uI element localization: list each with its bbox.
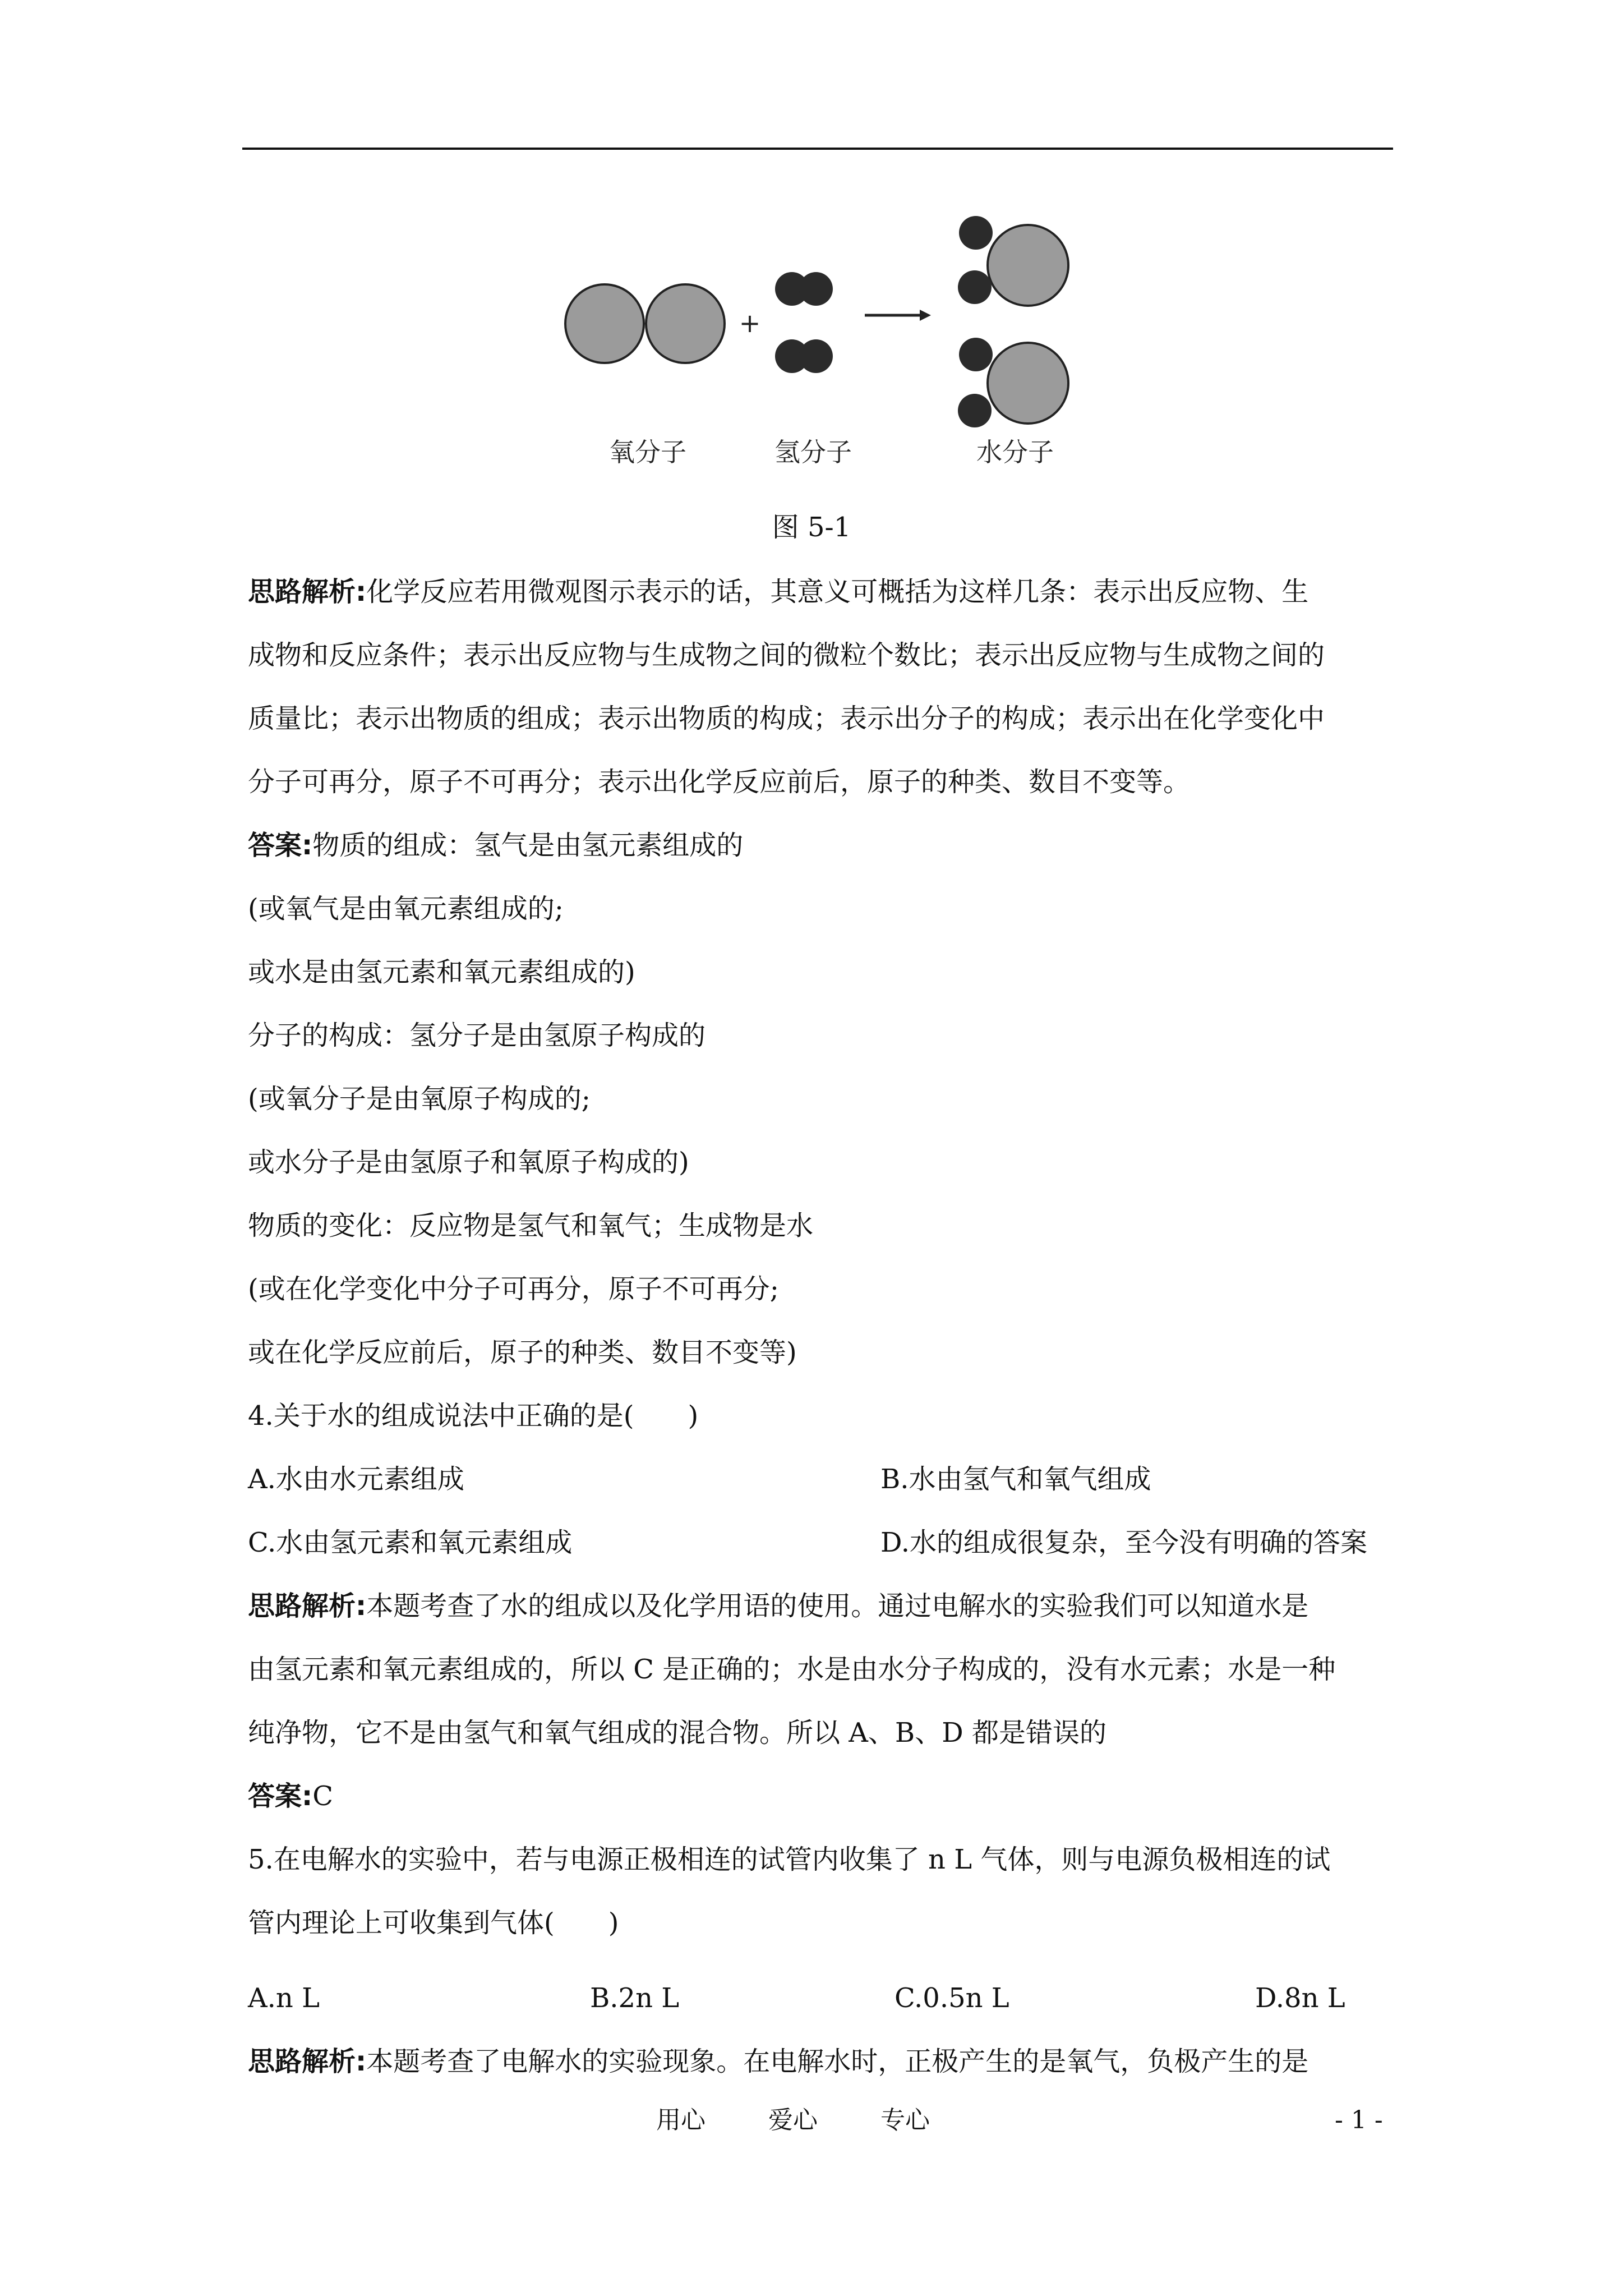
- footer-motto-1: 用心: [656, 2106, 706, 2134]
- hydrogen-atom: [959, 338, 993, 371]
- analysis-label: 思路解析:: [248, 1590, 367, 1622]
- q4-answer-line: [248, 1777, 333, 1816]
- oxygen-atom: [988, 225, 1068, 306]
- q3-analysis-line: 成物和反应条件；表示出反应物与生成物之间的微粒个数比；表示出反应物与生成物之间的: [248, 639, 1325, 671]
- q3-answer-line: (或在化学变化中分子可再分，原子不可再分;: [248, 1273, 779, 1305]
- hydrogen-atom: [958, 394, 992, 427]
- hydrogen-atom: [799, 339, 833, 373]
- oxygen-atom: [565, 284, 644, 363]
- q3-analysis-line: [248, 572, 1308, 611]
- reaction-diagram: [538, 202, 1099, 494]
- reaction-arrow: [865, 310, 931, 321]
- header-rule: [242, 148, 1393, 150]
- q3-answer-line: 或水分子是由氢原子和氧原子构成的): [248, 1147, 689, 1178]
- q5-option-c: C.0.5n L: [895, 1982, 1009, 2014]
- reaction-diagram-svg: [538, 202, 1099, 494]
- q5-option-b: B.2n L: [590, 1982, 680, 2014]
- analysis-label: 思路解析:: [248, 2046, 367, 2077]
- q5-option-a: A.n L: [248, 1982, 320, 2014]
- footer-motto-3: 专心: [880, 2106, 930, 2134]
- q3-answer-line: 或水是由氢元素和氧元素组成的): [248, 956, 635, 988]
- oxygen-atom: [646, 284, 725, 363]
- answer-text: C: [312, 1780, 333, 1812]
- water-molecule: [958, 338, 1068, 427]
- q4-analysis-line: 纯净物，它不是由氢气和氧气组成的混合物。所以 A、B、D 都是错误的: [248, 1717, 1106, 1749]
- q4-option-c: C.水由氢元素和氧元素组成: [248, 1527, 573, 1558]
- analysis-text: 化学反应若用微观图示表示的话，其意义可概括为这样几条：表示出反应物、生: [366, 576, 1309, 608]
- q4-stem: 4.关于水的组成说法中正确的是( ): [248, 1400, 699, 1432]
- q5-analysis-line: [248, 2042, 1308, 2081]
- analysis-text: 本题考查了水的组成以及化学用语的使用。通过电解水的实验我们可以知道水是: [366, 1590, 1309, 1622]
- q4-option-b: B.水由氢气和氧气组成: [880, 1464, 1151, 1495]
- q3-analysis-line: 质量比；表示出物质的组成；表示出物质的构成；表示出分子的构成；表示出在化学变化中: [248, 703, 1325, 734]
- q3-answer-line: 物质的变化：反应物是氢气和氧气；生成物是水: [248, 1210, 814, 1241]
- q5-stem-line: 5.在电解水的实验中，若与电源正极相连的试管内收集了 n L 气体，则与电源负极相连的试: [248, 1844, 1331, 1875]
- analysis-label: 思路解析:: [248, 576, 367, 608]
- q3-answer-line: 或在化学反应前后，原子的种类、数目不变等): [248, 1337, 797, 1368]
- label-water-molecule: 水分子: [976, 437, 1054, 467]
- hydrogen-molecule: [775, 339, 833, 373]
- plus-sign: +: [739, 308, 761, 338]
- q5-stem-line: 管内理论上可收集到气体( ): [248, 1907, 619, 1939]
- answer-text: 物质的组成：氢气是由氢元素组成的: [312, 830, 744, 861]
- q4-analysis-line: [248, 1586, 1308, 1626]
- oxygen-atom: [988, 343, 1068, 424]
- hydrogen-atom: [959, 216, 993, 250]
- hydrogen-molecule: [775, 272, 833, 306]
- oxygen-molecule: [565, 284, 725, 363]
- q3-answer-line: (或氧气是由氧元素组成的;: [248, 893, 564, 924]
- q3-answer-line: 分子的构成：氢分子是由氢原子构成的: [248, 1020, 706, 1051]
- label-hydrogen-molecule: 氢分子: [774, 437, 852, 467]
- answer-label: 答案:: [248, 1780, 313, 1812]
- label-oxygen-molecule: 氧分子: [609, 437, 686, 467]
- answer-label: 答案:: [248, 830, 313, 861]
- q5-option-d: D.8n L: [1255, 1982, 1345, 2014]
- q3-answer-line: [248, 826, 743, 865]
- q3-analysis-line: 分子可再分，原子不可再分；表示出化学反应前后，原子的种类、数目不变等。: [248, 766, 1191, 798]
- q4-analysis-line: 由氢元素和氧元素组成的，所以 C 是正确的；水是由水分子构成的，没有水元素；水是一种: [248, 1654, 1336, 1685]
- water-molecule: [958, 216, 1068, 306]
- q4-option-a: A.水由水元素组成: [248, 1464, 464, 1495]
- q4-option-d: D.水的组成很复杂，至今没有明确的答案: [880, 1527, 1368, 1558]
- figure-caption: 图 5-1: [772, 512, 851, 543]
- analysis-text: 本题考查了电解水的实验现象。在电解水时，正极产生的是氧气，负极产生的是: [366, 2046, 1309, 2077]
- q3-answer-line: (或氧分子是由氧原子构成的;: [248, 1083, 591, 1115]
- hydrogen-atom: [958, 270, 992, 304]
- footer-motto-2: 爱心: [768, 2106, 818, 2134]
- hydrogen-atom: [799, 272, 833, 306]
- page-number: - 1 -: [1335, 2106, 1383, 2134]
